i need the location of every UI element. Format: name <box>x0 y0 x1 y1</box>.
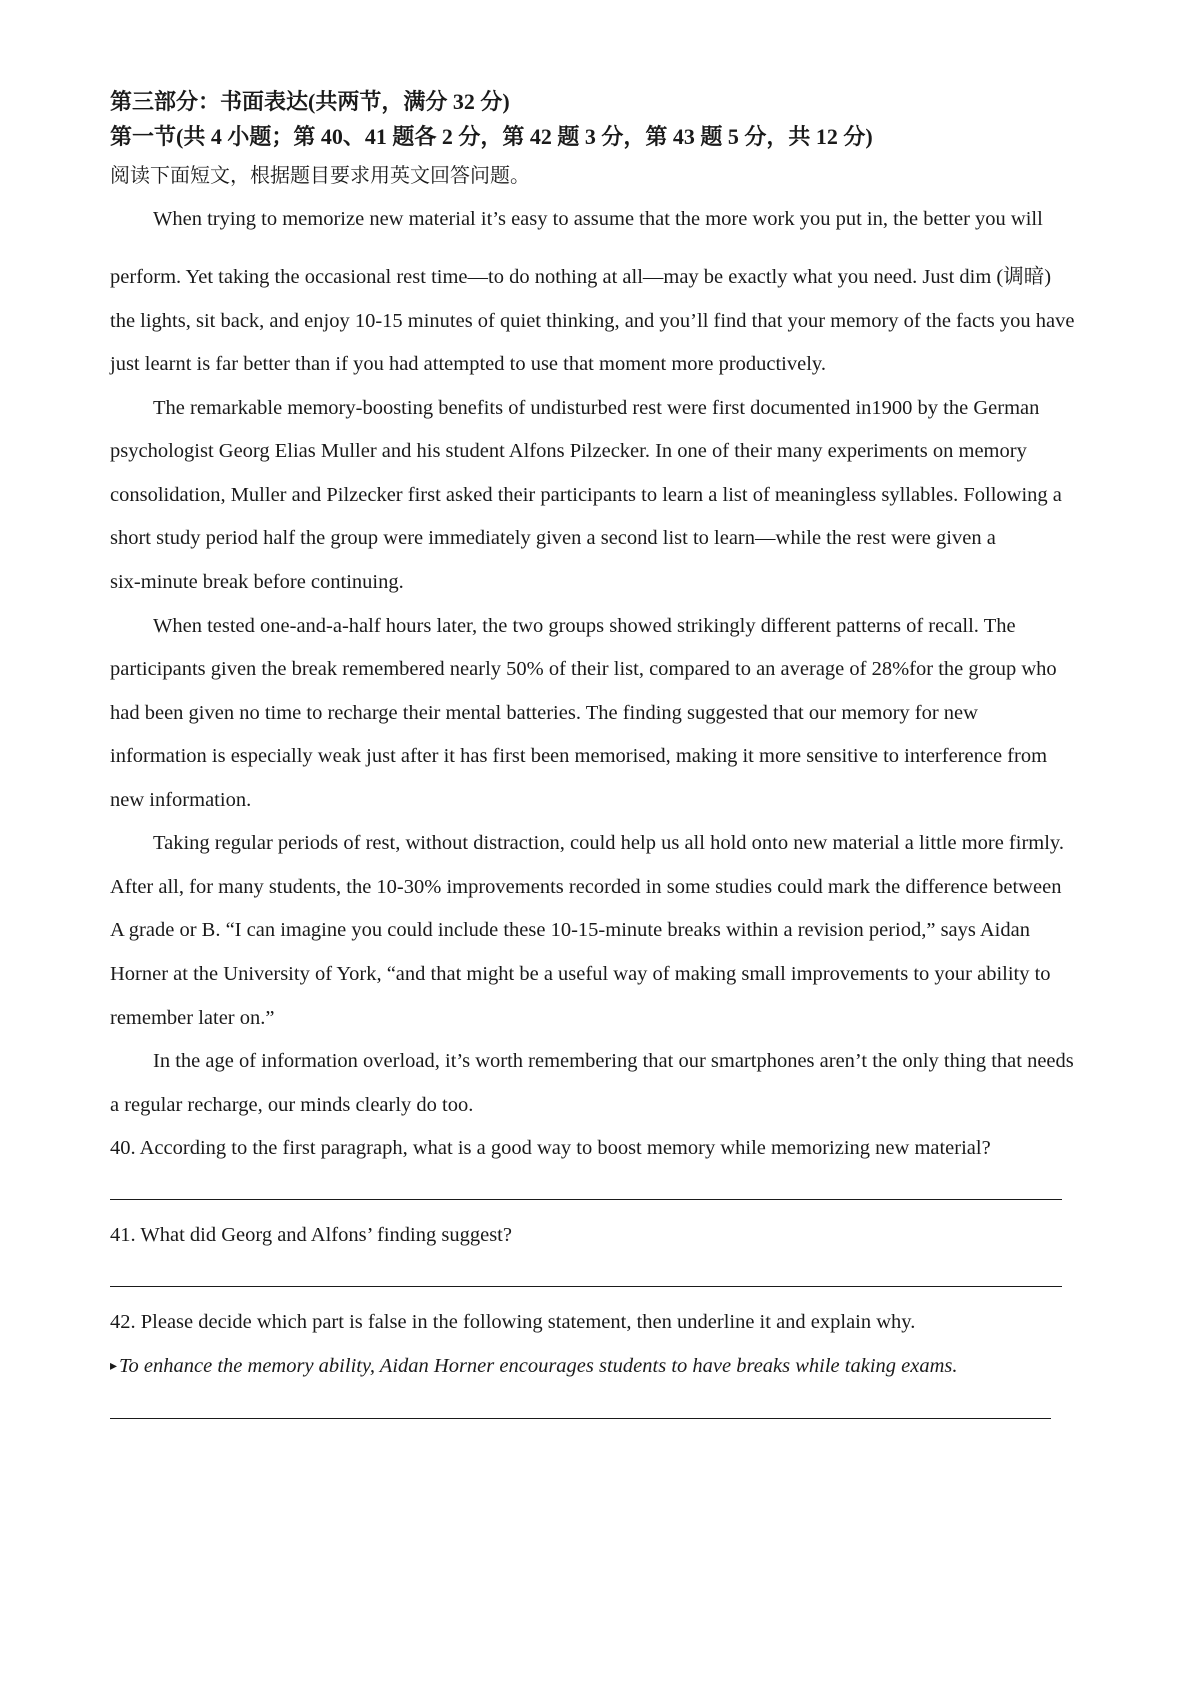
statement-text[interactable]: To enhance the memory ability, Aidan Horner encourages students to have breaks while taking exams. <box>119 1355 958 1377</box>
answer-line-42[interactable] <box>110 1418 1051 1419</box>
passage-line: the lights, sit back, and enjoy 10-15 minutes of quiet thinking, and you’ll find that your memory of the facts you have <box>110 310 1075 332</box>
instruction: 阅读下面短文，根据题目要求用英文回答问题。 <box>110 165 530 187</box>
passage-line: remember later on.” <box>110 1007 275 1029</box>
passage-line: In the age of information overload, it’s worth remembering that our smartphones aren’t the only thing that needs <box>153 1050 1074 1072</box>
passage-line: just learnt is far better than if you had attempted to use that moment more productively. <box>110 353 826 375</box>
section-title: 第一节(共 4 小题；第 40、41 题各 2 分，第 42 题 3 分，第 43 题 5 分，共 12 分) <box>110 124 873 149</box>
question-40: 40. According to the first paragraph, what is a good way to boost memory while memorizing new material? <box>110 1137 991 1159</box>
passage-line: new information. <box>110 789 252 811</box>
question-41: 41. What did Georg and Alfons’ finding suggest? <box>110 1224 512 1246</box>
passage-line: consolidation, Muller and Pilzecker first asked their participants to learn a list of meaningless syllables. Following a <box>110 484 1062 506</box>
passage-line: participants given the break remembered nearly 50% of their list, compared to an average of 28%for the group who <box>110 658 1057 680</box>
answer-line-40[interactable] <box>110 1199 1062 1200</box>
passage-line: The remarkable memory-boosting benefits of undisturbed rest were first documented in1900 by the German <box>153 397 1040 419</box>
triangle-bullet-icon: ▸ <box>110 1359 118 1374</box>
passage-line: short study period half the group were immediately given a second list to learn—while the rest were given a <box>110 527 996 549</box>
passage-line: perform. Yet taking the occasional rest time—to do nothing at all—may be exactly what you need. Just dim (调暗) <box>110 266 1052 288</box>
passage-line: After all, for many students, the 10-30% improvements recorded in some studies could mark the difference between <box>110 876 1062 898</box>
part-title: 第三部分：书面表达(共两节，满分 32 分) <box>110 89 510 114</box>
passage-line: Taking regular periods of rest, without distraction, could help us all hold onto new material a little more firmly. <box>153 832 1064 854</box>
passage-line: a regular recharge, our minds clearly do too. <box>110 1094 474 1116</box>
passage-line: had been given no time to recharge their mental batteries. The finding suggested that our memory for new <box>110 702 978 724</box>
question-42: 42. Please decide which part is false in the following statement, then underline it and explain why. <box>110 1311 916 1333</box>
answer-line-41[interactable] <box>110 1286 1062 1287</box>
passage-line: six-minute break before continuing. <box>110 571 404 593</box>
passage-line: When trying to memorize new material it’s easy to assume that the more work you put in, the better you will <box>153 208 1043 230</box>
question-42-statement <box>110 1352 958 1381</box>
passage-line: information is especially weak just after it has first been memorised, making it more sensitive to interference from <box>110 745 1048 767</box>
passage-line: Horner at the University of York, “and that might be a useful way of making small improvements to your ability to <box>110 963 1051 985</box>
passage-line: A grade or B. “I can imagine you could include these 10-15-minute breaks within a revision period,” says Aidan <box>110 919 1030 941</box>
passage-line: When tested one-and-a-half hours later, the two groups showed strikingly different patterns of recall. The <box>153 615 1016 637</box>
passage-line: psychologist Georg Elias Muller and his student Alfons Pilzecker. In one of their many experiments on memory <box>110 440 1027 462</box>
